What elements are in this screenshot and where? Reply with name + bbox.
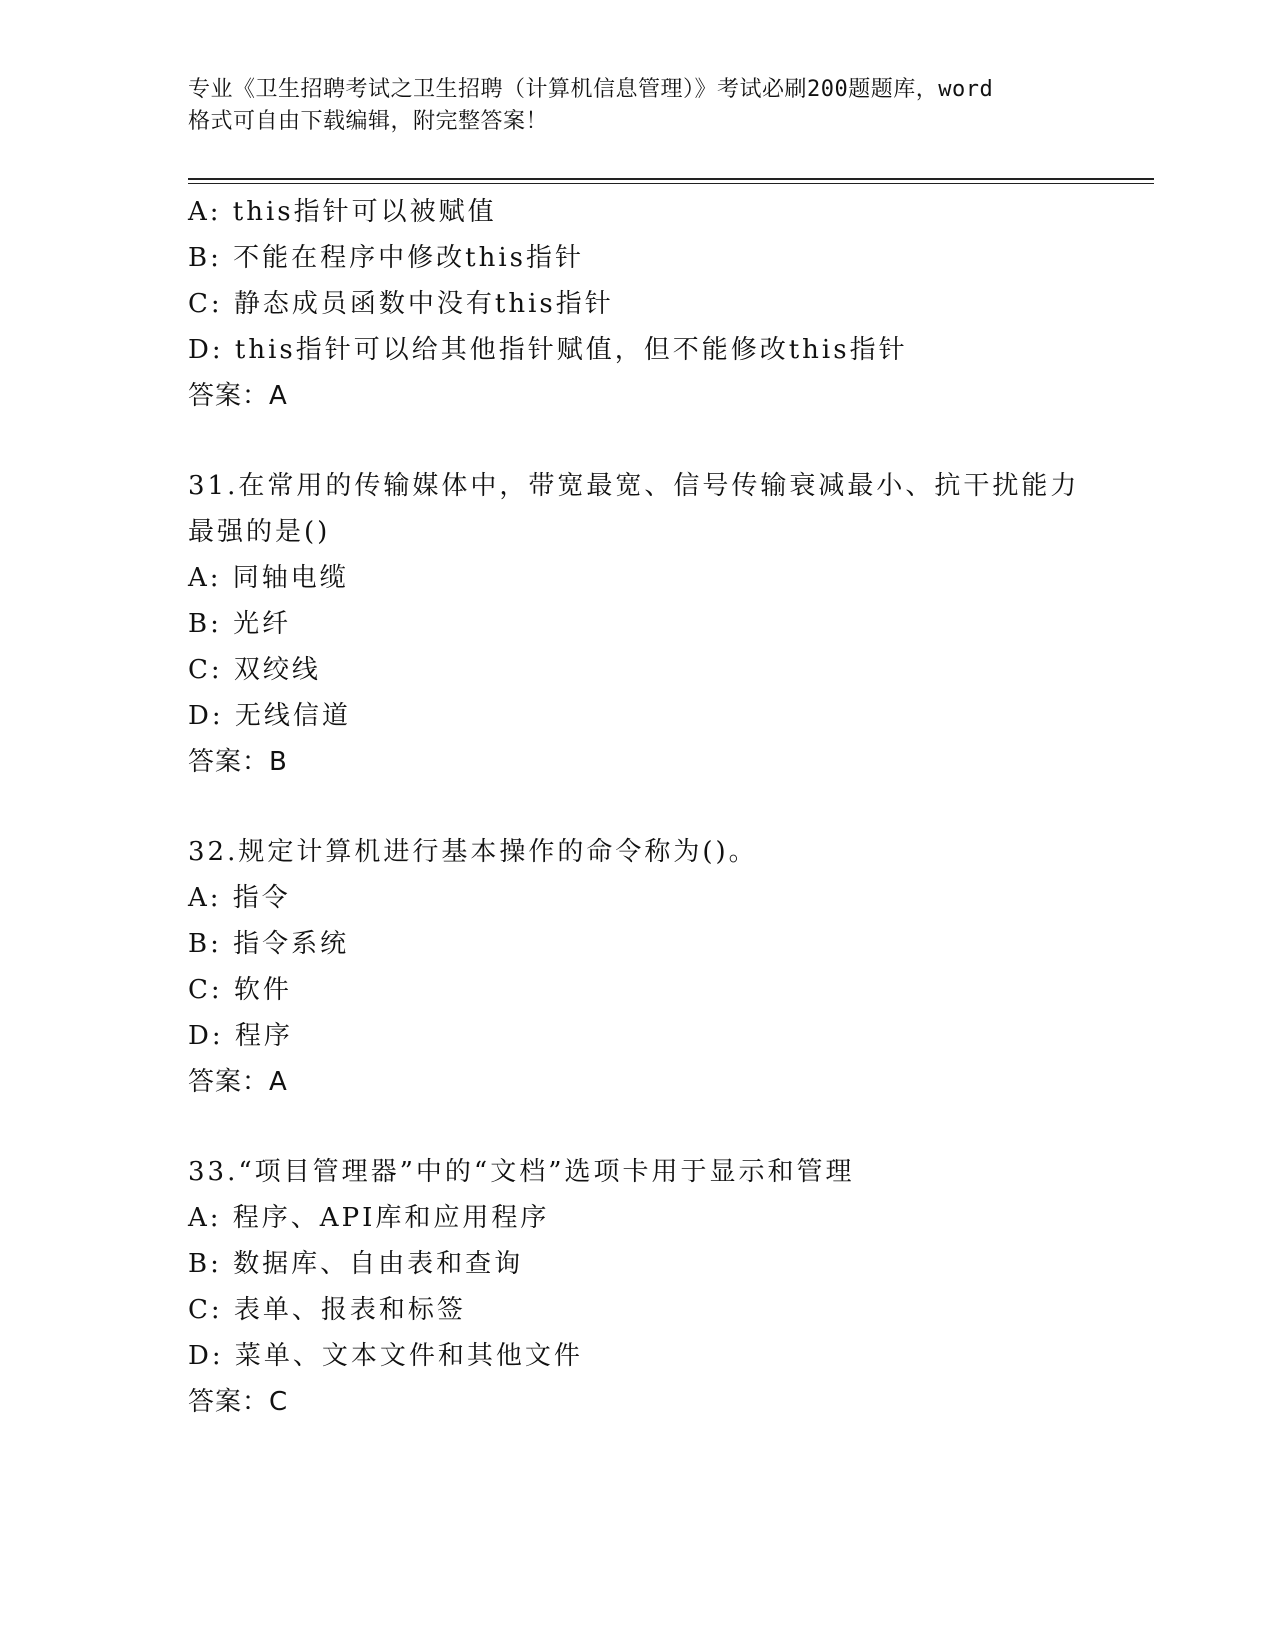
answer-label: 答案：C — [188, 1387, 289, 1417]
question-block-32 — [188, 829, 1088, 1105]
spacer — [188, 1105, 1088, 1149]
option-b: B: 指令系统 — [188, 929, 350, 959]
question-stem-line-1: 33.“项目管理器”中的“文档”选项卡用于显示和管理 — [188, 1157, 855, 1187]
header-divider-thin — [188, 183, 1154, 184]
option-d: D: this指针可以给其他指针赋值，但不能修改this指针 — [188, 335, 908, 365]
document-header — [188, 74, 1088, 138]
option-d: D: 菜单、文本文件和其他文件 — [188, 1341, 583, 1371]
option-d: D: 程序 — [188, 1021, 293, 1051]
question-stem-line-1: 31.在常用的传输媒体中，带宽最宽、信号传输衰减最小、抗干扰能力 — [188, 471, 1080, 501]
option-a: A: this指针可以被赋值 — [188, 197, 497, 227]
answer-label: 答案：A — [188, 381, 288, 411]
option-b: B: 数据库、自由表和查询 — [188, 1249, 524, 1279]
option-a: A: 同轴电缆 — [188, 563, 349, 593]
option-d: D: 无线信道 — [188, 701, 351, 731]
option-a: A: 指令 — [188, 883, 291, 913]
option-a: A: 程序、API库和应用程序 — [188, 1203, 550, 1233]
question-stem-line-1: 32.规定计算机进行基本操作的命令称为()。 — [188, 837, 758, 867]
spacer — [188, 419, 1088, 463]
question-block-33 — [188, 1149, 1088, 1425]
option-c: C: 静态成员函数中没有this指针 — [188, 289, 614, 319]
question-list — [188, 189, 1088, 1425]
answer-label: 答案：B — [188, 747, 288, 777]
option-b: B: 光纤 — [188, 609, 292, 639]
option-c: C: 表单、报表和标签 — [188, 1295, 466, 1325]
answer-label: 答案：A — [188, 1067, 288, 1097]
header-line-2: 格式可自由下载编辑，附完整答案！ — [188, 109, 549, 134]
option-c: C: 双绞线 — [188, 655, 321, 685]
question-stem-line-2: 最强的是() — [188, 517, 331, 547]
header-line-1: 专业《卫生招聘考试之卫生招聘（计算机信息管理）》考试必刷200题题库，word — [188, 77, 994, 102]
question-block-31 — [188, 463, 1088, 785]
question-block-30 — [188, 189, 1088, 419]
option-b: B: 不能在程序中修改this指针 — [188, 243, 584, 273]
option-c: C: 软件 — [188, 975, 292, 1005]
header-divider-thick — [188, 178, 1154, 180]
spacer — [188, 785, 1088, 829]
